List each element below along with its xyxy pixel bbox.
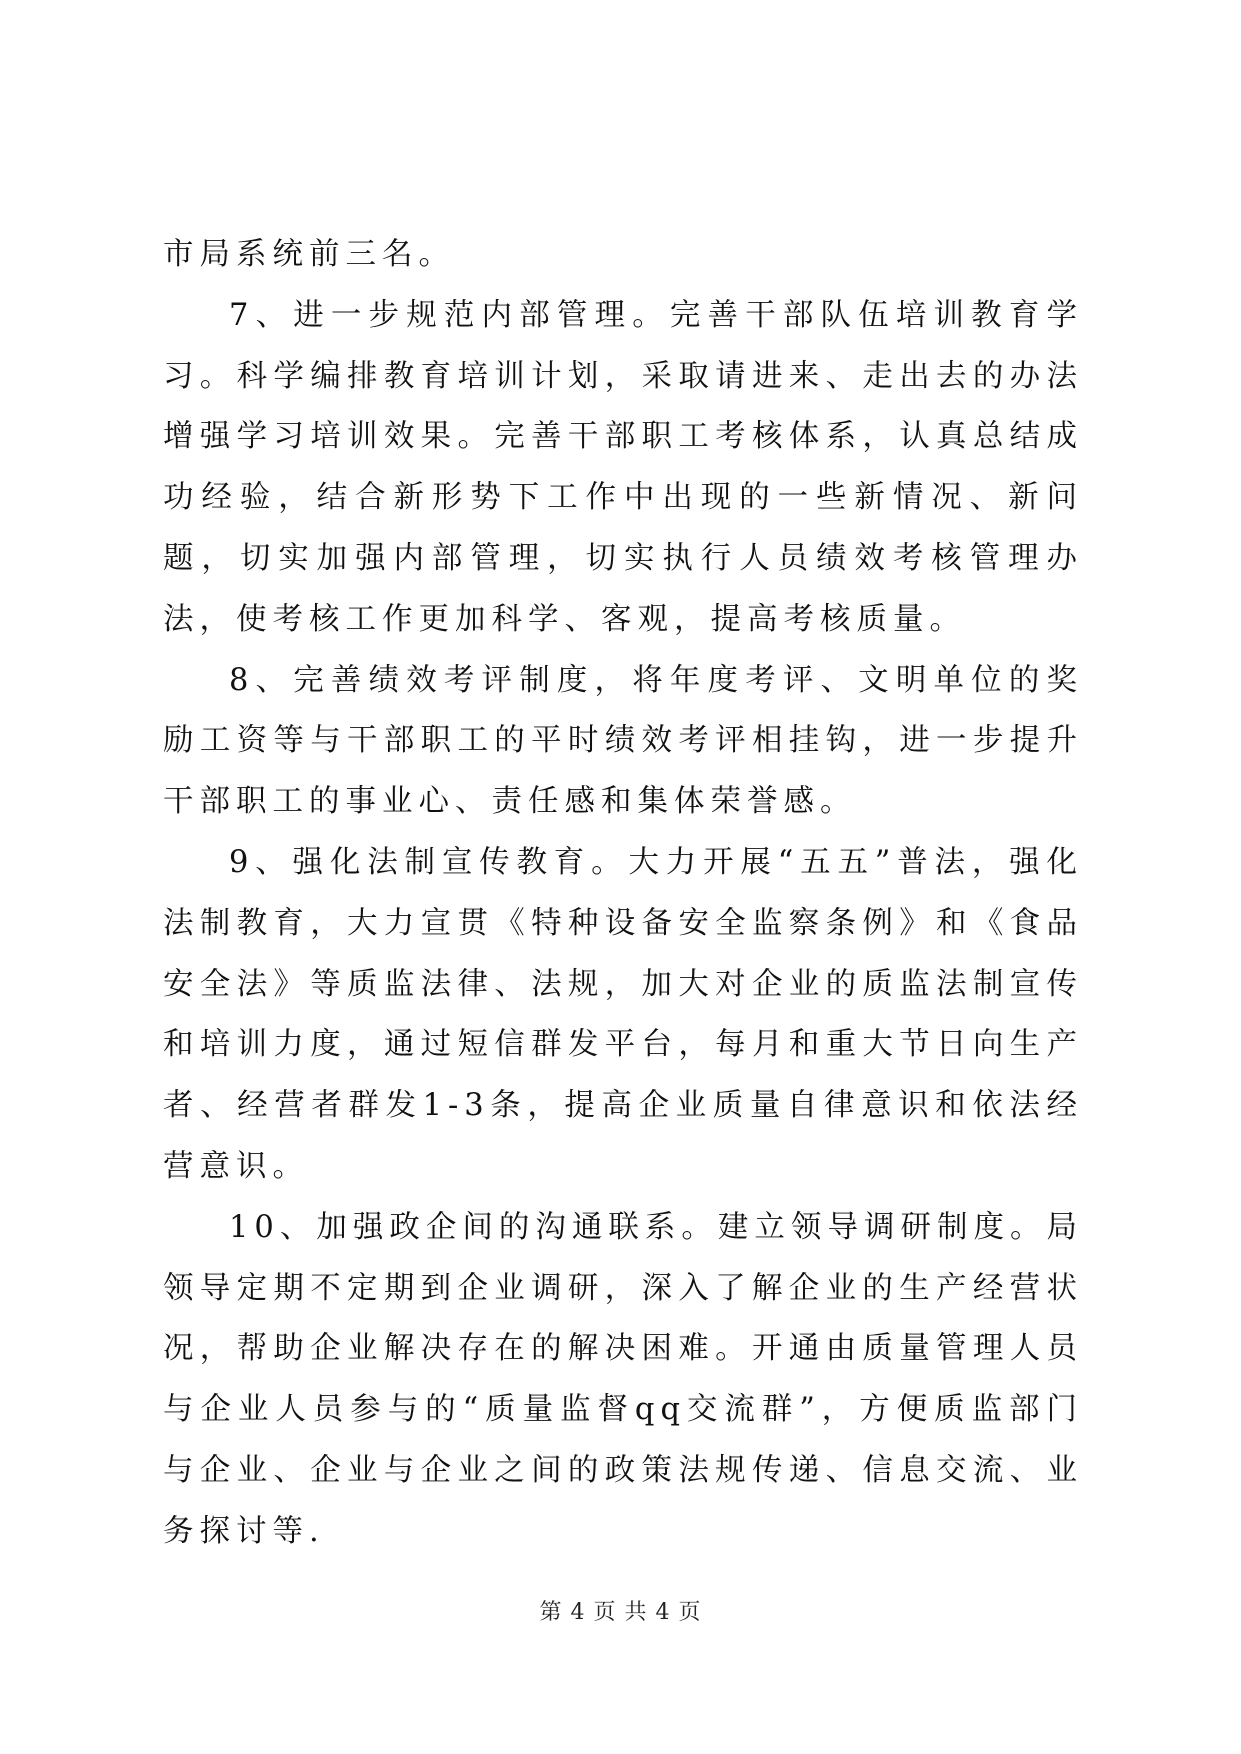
paragraph-item-8: 8、完善绩效考评制度，将年度考评、文明单位的奖励工资等与干部职工的平时绩效考评相挂钩，进一步提升干部职工的事业心、责任感和集体荣誉感。 (163, 662, 1083, 820)
paragraph-item-10: 10、加强政企间的沟通联系。建立领导调研制度。局领导定期不定期到企业调研，深入了解企业的生产经营状况，帮助企业解决存在的解决困难。开通由质量管理人员与企业人员参与的“质量监督qq交流群”，方便质监部门与企业、企业与企业之间的政策法规传递、信息交流、业务探讨等. (163, 1209, 1083, 1549)
paragraph-item-9: 9、强化法制宣传教育。大力开展“五五”普法，强化法制教育，大力宣贯《特种设备安全监察条例》和《食品安全法》等质监法律、法规，加大对企业的质监法制宣传和培训力度，通过短信群发平台，每月和重大节日向生产者、经营者群发1-3条，提高企业质量自律意识和依法经营意识。 (163, 844, 1083, 1184)
paragraph-continuation: 市局系统前三名。 (163, 237, 455, 272)
document-body (163, 225, 1083, 1563)
page-number-footer: 第 4 页 共 4 页 (539, 1600, 702, 1625)
paragraph-item-7: 7、进一步规范内部管理。完善干部队伍培训教育学习。科学编排教育培训计划，采取请进来、走出去的办法增强学习培训效果。完善干部职工考核体系，认真总结成功经验，结合新形势下工作中出现的一些新情况、新问题，切实加强内部管理，切实执行人员绩效考核管理办法，使考核工作更加科学、客观，提高考核质量。 (163, 297, 1083, 637)
